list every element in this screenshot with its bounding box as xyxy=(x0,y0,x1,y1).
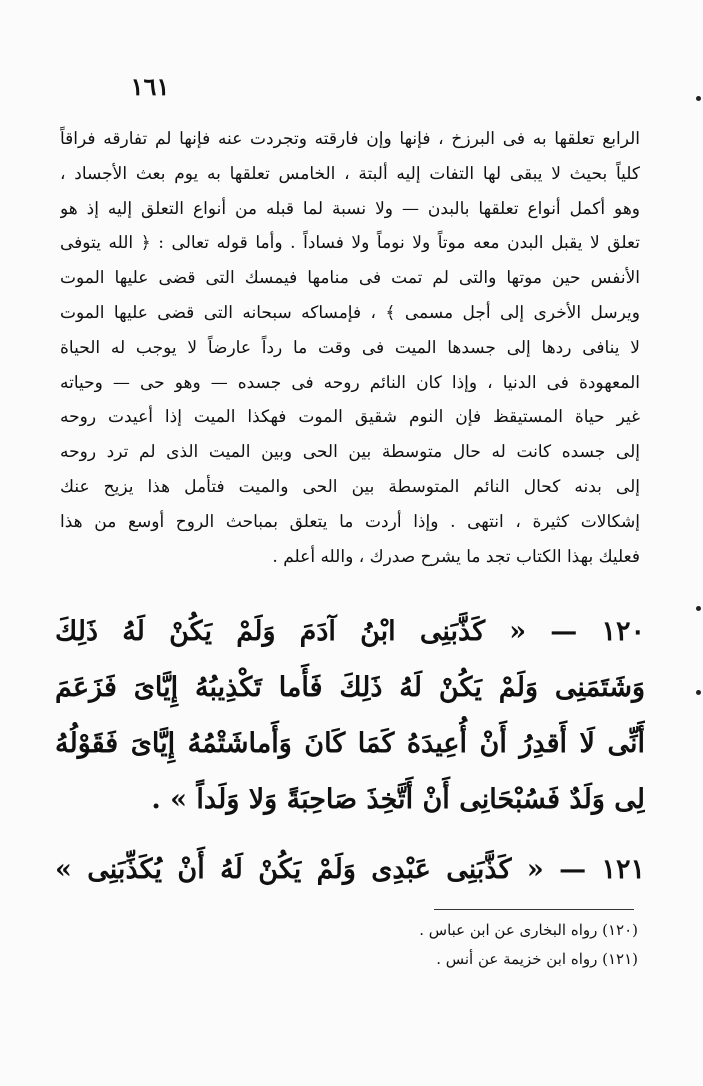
hadith-line: ١٢٠ — « كَذَّبَنِى ابْنُ آدَمَ وَلَمْ يَكُنْ لَهُ ذَلِكَ xyxy=(55,616,645,647)
text-line: تعلق لا يقبل البدن معه موتاً ولا نوماً ولا فساداً . وأما قوله تعالى : ﴿ الله يتوفى xyxy=(60,233,640,254)
hadith-line: وَشَتَمَنِى وَلَمْ يَكُنْ لَهُ ذَلِكَ فَأَما تَكْذِيبُهُ إِيَّاىَ فَزَعَمَ xyxy=(55,672,645,703)
text-line: غير حياة المستيقظ فإن النوم شقيق الموت فهكذا الميت إذا أعيدت روحه xyxy=(60,407,640,428)
text-line: المعهودة فى الدنيا ، وإذا كان النائم روحه فى جسده — وهو حى — وحياته xyxy=(60,372,640,393)
text-line: فعليك بهذا الكتاب تجد ما يشرح صدرك ، والله أعلم . xyxy=(272,546,640,567)
margin-dot xyxy=(696,690,701,695)
margin-dot xyxy=(696,606,701,611)
text-line: لا ينافى ردها إلى جسدها الميت فى وقت ما رداً عارضاً لا يوجب له الحياة xyxy=(60,337,640,358)
text-line: ويرسل الأخرى إلى أجل مسمى ﴾ ، فإمساكه سبحانه التى قضى عليها الموت xyxy=(60,302,640,323)
footnote: (١٢٠) رواه البخارى عن ابن عباس . xyxy=(419,921,638,939)
hadith-121 xyxy=(55,842,645,898)
hadith-line: لِى وَلَدٌ فَسُبْحَانِى أَنْ أَتَّخِذَ صَاحِبَةً وَلا وَلَداً » . xyxy=(151,784,645,815)
text-line: إلى جسده كانت له حال متوسطة بين الحى وبين الميت الذى لم ترد روحه xyxy=(60,442,640,463)
text-line: الأنفس حين موتها والتى لم تمت فى منامها فيمسك التى قضى عليها الموت xyxy=(60,268,640,289)
page-number: ١٦١ xyxy=(130,72,170,101)
text-line: كلياً بحيث لا يبقى لها التفات إليه ألبتة ، الخامس تعلقها به يوم بعث الأجساد ، xyxy=(60,163,640,184)
hadith-120 xyxy=(55,604,645,828)
body-paragraph xyxy=(60,122,640,574)
margin-dot xyxy=(696,96,701,101)
footnote-divider xyxy=(434,909,634,910)
text-line: إشكالات كثيرة ، انتهى . وإذا أردت ما يتعلق بمباحث الروح أوسع من هذا xyxy=(60,511,640,532)
hadith-line: ١٢١ — « كَذَّبَنِى عَبْدِى وَلَمْ يَكُنْ لَهُ أَنْ يُكَذِّبَنِى » xyxy=(55,854,645,885)
footnote: (١٢١) رواه ابن خزيمة عن أنس . xyxy=(436,950,638,968)
text-line: الرابع تعلقها به فى البرزخ ، فإنها وإن فارقته وتجردت عنه فإنها لم تفارقه فراقاً xyxy=(60,129,640,149)
footnotes xyxy=(200,916,638,974)
hadith-line: أَنِّى لَا أَقدِرُ أَنْ أُعِيدَهُ كَمَا كَانَ وَأَماشَتْمُهُ إِيَّاىَ فَقَوْلُهُ xyxy=(55,728,645,759)
text-line: وهو أكمل أنواع تعلقها بالبدن — ولا نسبة لما قبله من أنواع التعلق إليه إذ هو xyxy=(60,198,640,219)
text-line: إلى بدنه كحال النائم المتوسطة بين الحى والميت فتأمل هذا يزيح عنك xyxy=(60,476,640,497)
